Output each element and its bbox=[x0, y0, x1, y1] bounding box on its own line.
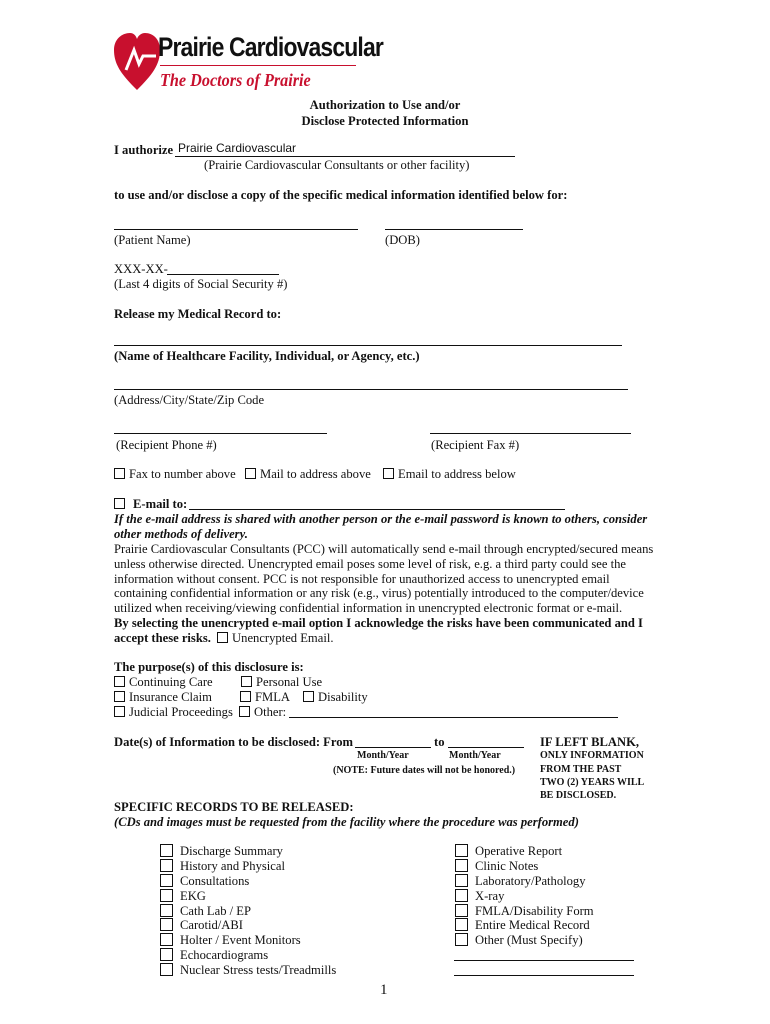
if-blank-heading: IF LEFT BLANK, bbox=[540, 735, 640, 749]
insurance-claim-checkbox[interactable] bbox=[114, 691, 125, 702]
record-label: Operative Report bbox=[475, 844, 563, 858]
fmla-checkbox[interactable] bbox=[240, 691, 251, 702]
unencrypted-label: Unencrypted Email. bbox=[232, 630, 334, 645]
record-checkbox[interactable] bbox=[455, 889, 468, 902]
use-disclose-text: to use and/or disclose a copy of the specific medical information identified below for: bbox=[114, 188, 568, 202]
other-purpose-field[interactable] bbox=[289, 717, 618, 718]
recipient-address-label: (Address/City/State/Zip Code bbox=[114, 393, 265, 407]
email-checkbox[interactable] bbox=[383, 468, 394, 479]
record-checkbox[interactable] bbox=[455, 874, 468, 887]
record-label: Clinic Notes bbox=[475, 858, 539, 873]
dates-to: to bbox=[434, 735, 445, 749]
email-to-checkbox[interactable] bbox=[114, 498, 125, 509]
other-purpose-label: Other: bbox=[254, 705, 287, 719]
record-label: History and Physical bbox=[180, 858, 285, 873]
personal-use-checkbox[interactable] bbox=[241, 676, 252, 687]
email-body: Prairie Cardiovascular Consultants (PCC) will automatically send e-mail through encrypted/secured means unless otherwise directed. Unencrypted email poses some level of risk, e.g. a third party could see the information without consent. PCC is not responsible for unauthorized access to unencrypted email containing confidential information or any risk (e.g., virus) potentially introduced to the computer/device utilized when receiving/viewing confidential information in unencrypted electronic format or e-mail. bbox=[114, 542, 654, 616]
email-option-label: Email to address below bbox=[398, 467, 516, 481]
other-specify-field-1[interactable] bbox=[454, 960, 634, 961]
if-blank-line3: TWO (2) YEARS WILL bbox=[540, 777, 645, 788]
disability-checkbox[interactable] bbox=[303, 691, 314, 702]
records-subheading: (CDs and images must be requested from the facility where the procedure was performed) bbox=[114, 815, 579, 829]
heart-logo-icon bbox=[112, 30, 162, 92]
logo bbox=[112, 30, 383, 100]
record-checkbox[interactable] bbox=[455, 904, 468, 917]
authorize-caption: (Prairie Cardiovascular Consultants or other facility) bbox=[204, 158, 470, 172]
record-item bbox=[160, 918, 336, 933]
authorize-field[interactable]: Prairie Cardiovascular bbox=[178, 141, 297, 155]
fmla-label: FMLA bbox=[255, 690, 290, 704]
record-item bbox=[160, 963, 336, 978]
record-label: Holter / Event Monitors bbox=[180, 933, 301, 948]
to-month-year: Month/Year bbox=[449, 750, 501, 761]
unencrypted-checkbox[interactable] bbox=[217, 632, 228, 643]
record-label: Other (Must Specify) bbox=[475, 933, 583, 948]
recipient-name-label: (Name of Healthcare Facility, Individual, or Agency, etc.) bbox=[114, 349, 420, 363]
recipient-address-field[interactable] bbox=[114, 389, 628, 390]
form-title-line1: Authorization to Use and/or bbox=[309, 98, 461, 112]
record-checkbox[interactable] bbox=[455, 933, 468, 946]
judicial-label: Judicial Proceedings bbox=[129, 705, 233, 719]
personal-use-label: Personal Use bbox=[256, 675, 323, 689]
record-item bbox=[160, 844, 336, 859]
other-purpose-checkbox[interactable] bbox=[239, 706, 250, 717]
email-ack: By selecting the unencrypted e-mail option I acknowledge the risks have been communicated and I accept these risks. bbox=[114, 616, 643, 645]
disability-label: Disability bbox=[318, 690, 368, 704]
record-checkbox[interactable] bbox=[160, 874, 173, 887]
logo-name: Prairie Cardiovascular bbox=[158, 32, 383, 62]
record-item bbox=[455, 844, 594, 859]
email-address-field[interactable] bbox=[189, 509, 565, 510]
judicial-checkbox[interactable] bbox=[114, 706, 125, 717]
from-month-year: Month/Year bbox=[357, 750, 409, 761]
record-label: Laboratory/Pathology bbox=[475, 873, 586, 888]
recipient-fax-label: (Recipient Fax #) bbox=[431, 438, 520, 452]
record-label: FMLA/Disability Form bbox=[475, 903, 594, 918]
record-item bbox=[455, 918, 594, 933]
record-label: Consultations bbox=[180, 873, 250, 888]
record-label: EKG bbox=[180, 888, 206, 903]
record-checkbox[interactable] bbox=[455, 918, 468, 931]
record-checkbox[interactable] bbox=[160, 918, 173, 931]
email-to-label: E-mail to: bbox=[133, 497, 188, 511]
record-item bbox=[455, 859, 594, 874]
patient-name-field[interactable] bbox=[114, 229, 358, 230]
record-item bbox=[455, 874, 594, 889]
recipient-fax-field[interactable] bbox=[430, 433, 631, 434]
record-item bbox=[455, 904, 594, 919]
records-right-list bbox=[455, 844, 594, 948]
to-date-field[interactable] bbox=[448, 747, 524, 748]
insurance-claim-label: Insurance Claim bbox=[129, 690, 212, 704]
record-checkbox[interactable] bbox=[160, 859, 173, 872]
if-blank-line1: ONLY INFORMATION bbox=[540, 750, 644, 761]
record-item bbox=[455, 889, 594, 904]
record-label: Entire Medical Record bbox=[475, 918, 590, 933]
record-checkbox[interactable] bbox=[160, 963, 173, 976]
logo-tagline: The Doctors of Prairie bbox=[160, 70, 311, 90]
record-checkbox[interactable] bbox=[160, 933, 173, 946]
record-checkbox[interactable] bbox=[455, 859, 468, 872]
record-item bbox=[160, 874, 336, 889]
if-blank-line4: BE DISCLOSED. bbox=[540, 790, 617, 801]
from-date-field[interactable] bbox=[355, 747, 431, 748]
record-label: Cath Lab / EP bbox=[180, 903, 252, 918]
purpose-heading: The purpose(s) of this disclosure is: bbox=[114, 660, 304, 674]
record-item bbox=[160, 948, 336, 963]
continuing-care-label: Continuing Care bbox=[129, 675, 213, 689]
other-specify-field-2[interactable] bbox=[454, 975, 634, 976]
release-heading: Release my Medical Record to: bbox=[114, 307, 282, 321]
patient-name-label: (Patient Name) bbox=[114, 233, 191, 247]
ssn-label: (Last 4 digits of Social Security #) bbox=[114, 277, 288, 291]
record-checkbox[interactable] bbox=[160, 844, 173, 857]
authorize-label: I authorize bbox=[114, 143, 174, 157]
email-warning: If the e-mail address is shared with another person or the e-mail password is known to others, consider other methods of delivery. bbox=[114, 512, 648, 541]
record-item bbox=[160, 933, 336, 948]
records-heading: SPECIFIC RECORDS TO BE RELEASED: bbox=[114, 800, 354, 814]
dates-label: Date(s) of Information to be disclosed: From bbox=[114, 735, 354, 749]
record-checkbox[interactable] bbox=[160, 948, 173, 961]
record-checkbox[interactable] bbox=[160, 889, 173, 902]
record-item bbox=[160, 859, 336, 874]
fax-option-label: Fax to number above bbox=[129, 467, 236, 481]
dob-label: (DOB) bbox=[385, 233, 420, 247]
record-item bbox=[160, 889, 336, 904]
recipient-phone-label: (Recipient Phone #) bbox=[116, 438, 217, 452]
recipient-name-field[interactable] bbox=[114, 345, 622, 346]
ssn-field[interactable] bbox=[167, 274, 279, 275]
record-label: Nuclear Stress tests/Treadmills bbox=[180, 963, 337, 978]
record-label: X-ray bbox=[475, 888, 505, 903]
record-item bbox=[455, 933, 594, 948]
record-checkbox[interactable] bbox=[160, 904, 173, 917]
record-label: Echocardiograms bbox=[180, 948, 269, 963]
records-left-list bbox=[160, 844, 336, 978]
recipient-phone-field[interactable] bbox=[114, 433, 327, 434]
mail-option-label: Mail to address above bbox=[260, 467, 371, 481]
future-dates-note: (NOTE: Future dates will not be honored.) bbox=[333, 765, 516, 776]
fax-checkbox[interactable] bbox=[114, 468, 125, 479]
record-label: Discharge Summary bbox=[180, 844, 283, 858]
form-title-line2: Disclose Protected Information bbox=[301, 114, 469, 128]
record-item bbox=[160, 904, 336, 919]
dob-field[interactable] bbox=[385, 229, 523, 230]
continuing-care-checkbox[interactable] bbox=[114, 676, 125, 687]
record-label: Carotid/ABI bbox=[180, 918, 243, 933]
ssn-prefix: XXX-XX- bbox=[114, 262, 168, 276]
if-blank-line2: FROM THE PAST bbox=[540, 764, 622, 775]
page-number: 1 bbox=[380, 982, 388, 998]
record-checkbox[interactable] bbox=[455, 844, 468, 857]
mail-checkbox[interactable] bbox=[245, 468, 256, 479]
